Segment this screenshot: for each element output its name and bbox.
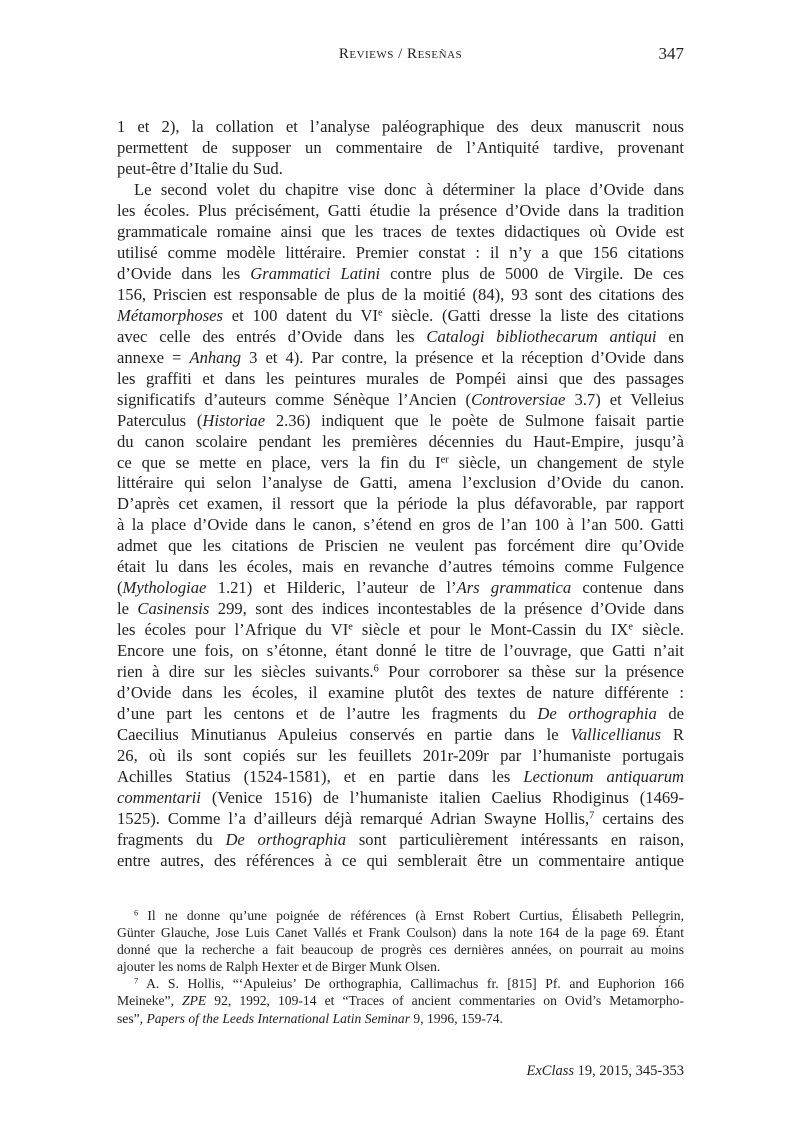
text-run: à la place d’Ovide dans le canon, s’étend en gros de l’an 100 à l’an 500. Gatti [117, 515, 684, 535]
text-run: Paterculus ( [117, 410, 203, 430]
text-run: 1.21) et Hilderic, l’auteur de l’ [206, 578, 457, 598]
text-run: d’une part les centons et de l’autre les fragments du [117, 704, 538, 724]
italic-text: Grammatici Latini [250, 263, 381, 283]
italic-text: Métamorphoses [117, 305, 224, 325]
text-run: siècle, un changement de style [448, 452, 684, 472]
text-line [117, 432, 684, 453]
text-run: Caecilius Minutianus Apuleius conservés en partie dans le [117, 725, 571, 745]
footnote-line [117, 958, 684, 975]
text-run: certains des [594, 808, 685, 828]
text-run: significatifs d’auteurs comme Sénèque l’Ancien ( [117, 389, 472, 409]
text-run: le [117, 599, 138, 619]
text-run: Günter Glauche, Jose Luis Canet Vallés et Frank Coulson) dans la note 164 de la page 69. Étant [117, 925, 684, 941]
text-line [117, 473, 684, 494]
text-line [117, 138, 684, 159]
text-line [117, 494, 684, 515]
italic-text: De orthographia [537, 704, 657, 724]
footnote-line [117, 975, 684, 992]
footnote-line [117, 1010, 684, 1027]
text-line [117, 411, 684, 432]
text-run: les écoles. Plus précisément, Gatti étudie la présence d’Ovide dans la tradition [117, 200, 684, 220]
footnote-line [117, 992, 684, 1009]
footnote-line [117, 907, 684, 924]
superscript: 6 [373, 663, 379, 675]
text-run: d’Ovide dans les [117, 263, 251, 283]
text-run: ( [117, 578, 123, 598]
text-line [117, 243, 684, 264]
page-number: 347 [658, 44, 684, 63]
text-line [117, 788, 684, 809]
text-run: les écoles pour l’Afrique du VI [117, 620, 349, 640]
superscript: e [628, 621, 633, 633]
text-run: était lu dans les écoles, mais en revanche d’autres témoins comme Fulgence [117, 557, 684, 577]
text-line [117, 201, 684, 222]
text-run: 156, Priscien est responsable de plus de la moitié (84), 93 sont des citations des [117, 284, 684, 304]
text-run: Pour corroborer sa thèse sur la présence [378, 662, 684, 682]
text-run: 299, sont des indices incontestables de la présence d’Ovide dans [209, 599, 685, 619]
journal-volume: 19, 2015, 345-353 [574, 1063, 684, 1079]
text-run: littéraire qui selon l’analyse de Gatti, amena l’exclusion d’Ovide du canon. [117, 473, 684, 493]
text-run: ajouter les noms de Ralph Hexter et de Birger Munk Olsen. [117, 959, 441, 975]
italic-text: Controversiae [471, 389, 566, 409]
text-run: rien à dire sur les siècles suivants. [117, 662, 374, 682]
text-run: Le second volet du chapitre vise donc à déterminer la place d’Ovide dans [134, 179, 684, 199]
italic-text: Mythologiae [122, 578, 207, 598]
text-line [117, 306, 684, 327]
text-line [117, 578, 684, 599]
text-line [117, 369, 684, 390]
italic-text: De orthographia [225, 829, 347, 849]
text-line [117, 662, 684, 683]
text-run: Meineke”, [117, 993, 183, 1009]
text-line [117, 180, 684, 201]
italic-text: Ars grammatica [456, 578, 572, 598]
text-run: contenue dans [571, 578, 685, 598]
text-line [117, 851, 684, 872]
journal-citation [527, 1063, 685, 1080]
text-run: 3 et 4). Par contre, la présence et la réception d’Ovide dans [241, 347, 684, 367]
text-run: donné que la recherche a fait beaucoup de progrès ces dernières années, on pourrait au moins [117, 942, 684, 958]
text-line [117, 515, 684, 536]
text-run: 92, 1992, 109-14 et “Traces of ancient commentaries on Ovid’s Metamorpho- [206, 993, 684, 1009]
superscript: 6 [134, 907, 139, 918]
italic-text: Historiae [202, 410, 266, 430]
text-run: (Venice 1516) de l’humaniste italien Caelius Rhodiginus (1469- [200, 788, 684, 807]
text-line [117, 704, 684, 725]
text-run: admet que les citations de Priscien ne veulent pas forcément dire qu’Ovide [117, 536, 684, 556]
text-run: ce que se mette en place, vers la fin du I [117, 452, 441, 472]
text-run: 2.36) indiquent que le poète de Sulmone faisait partie [265, 410, 684, 430]
text-run: d’Ovide dans les écoles, il examine plutôt des textes de nature différente : [117, 683, 684, 703]
text-run: Achilles Statius (1524-1581), et en partie dans les [117, 767, 524, 787]
text-run: siècle. (Gatti dresse la liste des citations [382, 305, 684, 325]
text-run: les graffiti et dans les peintures murales de Pompéi ainsi que des passages [117, 368, 684, 388]
italic-text: Papers of the Leeds International Latin Seminar [146, 1010, 411, 1026]
journal-name: ExClass [526, 1063, 575, 1079]
text-line [117, 830, 684, 851]
superscript: 7 [589, 810, 595, 822]
text-run: Encore une fois, on s’étonne, étant donné le titre de l’ouvrage, que Gatti n’ait [117, 641, 684, 661]
text-run: 26, où ils sont copiés sur les feuillets 201r-209r par l’humaniste portugais [117, 746, 684, 766]
italic-text: Catalogi bibliothecarum antiqui [426, 326, 657, 346]
text-line [117, 159, 684, 180]
italic-text: Casinensis [137, 599, 210, 619]
text-line [117, 725, 684, 746]
text-run: 1525). Comme l’a d’ailleurs déjà remarqué Adrian Swayne Hollis, [117, 808, 590, 828]
text-run: entre autres, des références à ce qui semblerait être un commentaire antique [117, 850, 684, 870]
text-run: sont particulièrement intéressants en raison, [346, 829, 684, 849]
superscript: e [378, 307, 383, 319]
text-line [117, 620, 684, 641]
footnotes [117, 907, 684, 1027]
text-run: A. S. Hollis, “‘Apuleius’ De orthographia, Callimachus fr. [815] Pf. and Euphorion 166 [138, 976, 684, 992]
text-run: siècle. [632, 620, 684, 640]
text-line [117, 390, 684, 411]
text-line [117, 536, 684, 557]
text-run: Il ne donne qu’une poignée de références (à Ernst Robert Curtius, Élisabeth Pellegrin, [138, 908, 684, 923]
text-run: 1 et 2), la collation et l’analyse paléographique des deux manuscrit nous [117, 117, 684, 136]
text-line [117, 348, 684, 369]
text-run: du canon scolaire pendant les premières décennies du Haut-Empire, jusqu’à [117, 431, 684, 451]
text-line [117, 222, 684, 243]
text-line [117, 746, 684, 767]
text-run: annexe = [117, 347, 190, 367]
text-run: permettent de supposer un commentaire de l’Antiquité tardive, provenant [117, 137, 684, 157]
text-line [117, 683, 684, 704]
footnote-line [117, 941, 684, 958]
text-line [117, 117, 684, 138]
text-run: ses”, [117, 1010, 147, 1026]
text-line [117, 599, 684, 620]
text-run: D’après cet examen, il ressort que la période la plus défavorable, par rapport [117, 494, 684, 514]
text-run: peut-être d’Italie du Sud. [117, 158, 283, 178]
italic-text: Anhang [189, 347, 242, 367]
text-run: R [660, 725, 685, 745]
text-run: contre plus de 5000 de Virgile. De ces [380, 263, 685, 283]
text-run: avec celle des entrés d’Ovide dans les [117, 326, 427, 346]
text-line [117, 327, 684, 348]
footnote-line [117, 924, 684, 941]
text-line [117, 285, 684, 306]
text-line [117, 557, 684, 578]
superscript: er [440, 453, 449, 465]
text-line [117, 767, 684, 788]
body-text [117, 117, 684, 872]
text-run: siècle et pour le Mont-Cassin du IX [352, 620, 629, 640]
text-run: en [656, 326, 685, 346]
text-run: de [656, 704, 685, 724]
superscript: 7 [134, 975, 139, 986]
text-line [117, 453, 684, 474]
text-line [117, 264, 684, 285]
text-run: 3.7) et Velleius [565, 389, 684, 409]
italic-text: Vallicellianus [570, 725, 661, 745]
text-run: grammaticale romaine ainsi que les traces de textes didactiques où Ovide est [117, 221, 684, 241]
italic-text: Lectionum antiquarum [523, 767, 684, 787]
text-run: utilisé comme modèle littéraire. Premier constat : il n’y a que 156 citations [117, 242, 684, 262]
running-title: Reviews / Reseñas [338, 46, 463, 62]
italic-text: ZPE [182, 993, 207, 1009]
text-run: 9, 1996, 159-74. [410, 1010, 503, 1026]
italic-text: commentarii [117, 788, 201, 807]
text-line [117, 809, 684, 830]
superscript: e [348, 621, 353, 633]
text-line [117, 641, 684, 662]
text-run: et 100 datent du VI [223, 305, 379, 325]
text-run: fragments du [117, 829, 226, 849]
page-header [117, 44, 684, 66]
